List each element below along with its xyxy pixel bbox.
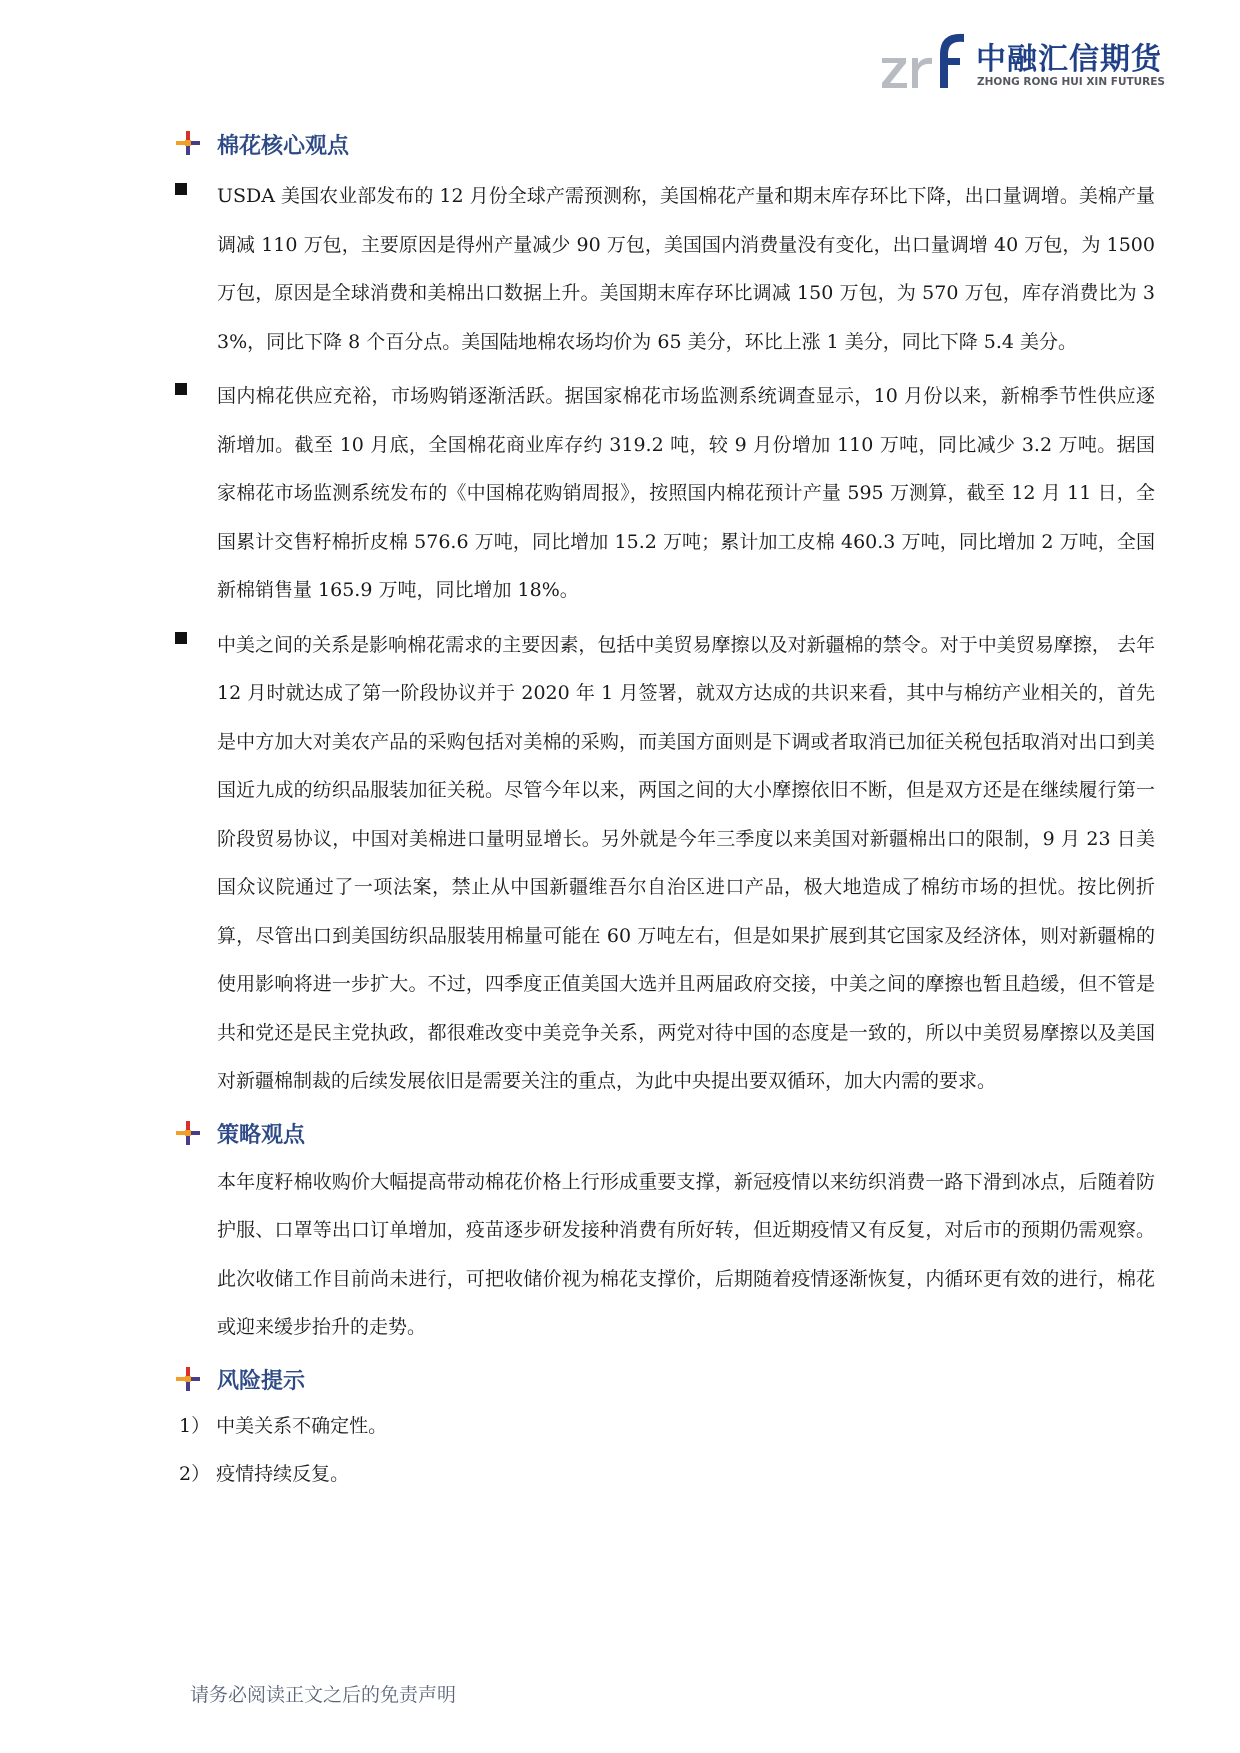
- risk-list: [175, 1402, 1155, 1498]
- report-content: [175, 122, 1155, 1498]
- list-item: [175, 172, 1155, 366]
- square-bullet-icon: [175, 183, 187, 195]
- square-bullet-icon: [175, 632, 187, 644]
- section-title: 棉花核心观点: [217, 133, 350, 159]
- paragraph: 中美之间的关系是影响棉花需求的主要因素，包括中美贸易摩擦以及对新疆棉的禁令。对于中美贸易摩擦， 去年 12 月时就达成了第一阶段协议并于 2020 年 1 月签署，就双方达成的共识来看，其中与棉纺产业相关的，首先是中方加大对美农产品的采购包括对美棉的采购，而美国方面则是下调或者取消已加征关税包括取消对出口到美国近九成的纺织品服装加征关税。尽管今年以来，两国之间的大小摩擦依旧不断，但是双方还是在继续履行第一阶段贸易协议，中国对美棉进口量明显增长。另外就是今年三季度以来美国对新疆棉出口的限制，9 月 23 日美国众议院通过了一项法案，禁止从中国新疆维吾尔自治区进口产品，极大地造成了棉纺市场的担忧。按比例折算，尽管出口到美国纺织品服装用棉量可能在 60 万吨左右，但是如果扩展到其它国家及经济体，则对新疆棉的使用影响将进一步扩大。不过，四季度正值美国大选并且两届政府交接，中美之间的摩擦也暂且趋缓，但不管是共和党还是民主党执政，都很难改变中美竞争关系，两党对待中国的态度是一致的，所以中美贸易摩擦以及美国对新疆棉制裁的后续发展依旧是需要关注的重点，为此中央提出要双循环，加大内需的要求。: [217, 633, 1155, 1092]
- zrf-logo-mark-icon: [880, 28, 968, 92]
- footer-disclaimer: 请务必阅读正文之后的免责声明: [190, 1684, 457, 1706]
- logo-english-name: ZHONG RONG HUI XIN FUTURES: [977, 76, 1165, 88]
- list-item: 1） 中美关系不确定性。: [179, 1414, 388, 1437]
- paragraph: USDA 美国农业部发布的 12 月份全球产需预测称，美国棉花产量和期末库存环比下降，出口量调增。美棉产量调减 110 万包，主要原因是得州产量减少 90 万包，美国国内消费量没有变化，出口量调增 40 万包，为 1500 万包，原因是全球消费和美棉出口数据上升。美国期末库存环比调减 150 万包，为 570 万包，库存消费比为 33%，同比下降 8 个百分点。美国陆地棉农场均价为 65 美分，环比上涨 1 美分，同比下降 5.4 美分。: [217, 185, 1155, 353]
- section-heading-strategy: [175, 1112, 1155, 1156]
- section-heading-core: [175, 122, 1155, 166]
- star-bullet-icon: [175, 1120, 201, 1146]
- star-bullet-icon: [175, 130, 201, 156]
- logo-chinese-name: 中融汇信期货: [976, 42, 1162, 77]
- list-item: [175, 621, 1155, 1106]
- company-logo: [880, 28, 1180, 92]
- section-title: 策略观点: [217, 1123, 306, 1148]
- section-heading-risk: [175, 1358, 1155, 1402]
- square-bullet-icon: [175, 383, 187, 395]
- paragraph: 本年度籽棉收购价大幅提高带动棉花价格上行形成重要支撑，新冠疫情以来纺织消费一路下滑到冰点，后随着防护服、口罩等出口订单增加，疫苗逐步研发接种消费有所好转，但近期疫情又有反复，对后市的预期仍需观察。此次收储工作目前尚未进行，可把收储价视为棉花支撑价，后期随着疫情逐渐恢复，内循环更有效的进行，棉花或迎来缓步抬升的走势。: [217, 1170, 1155, 1338]
- section-title: 风险提示: [217, 1369, 306, 1394]
- list-item: 2） 疫情持续反复。: [179, 1462, 350, 1485]
- paragraph: 国内棉花供应充裕，市场购销逐渐活跃。据国家棉花市场监测系统调查显示，10 月份以来，新棉季节性供应逐渐增加。截至 10 月底，全国棉花商业库存约 319.2 吨，较 9 月份增加 110 万吨，同比减少 3.2 万吨。据国家棉花市场监测系统发布的《中国棉花购销周报》，按照国内棉花预计产量 595 万测算，截至 12 月 11 日，全国累计交售籽棉折皮棉 576.6 万吨，同比增加 15.2 万吨；累计加工皮棉 460.3 万吨，同比增加 2 万吨，全国新棉销售量 165.9 万吨，同比增加 18%。: [217, 385, 1155, 601]
- strategy-body: [175, 1158, 1155, 1352]
- list-item: [175, 372, 1155, 615]
- star-bullet-icon: [175, 1366, 201, 1392]
